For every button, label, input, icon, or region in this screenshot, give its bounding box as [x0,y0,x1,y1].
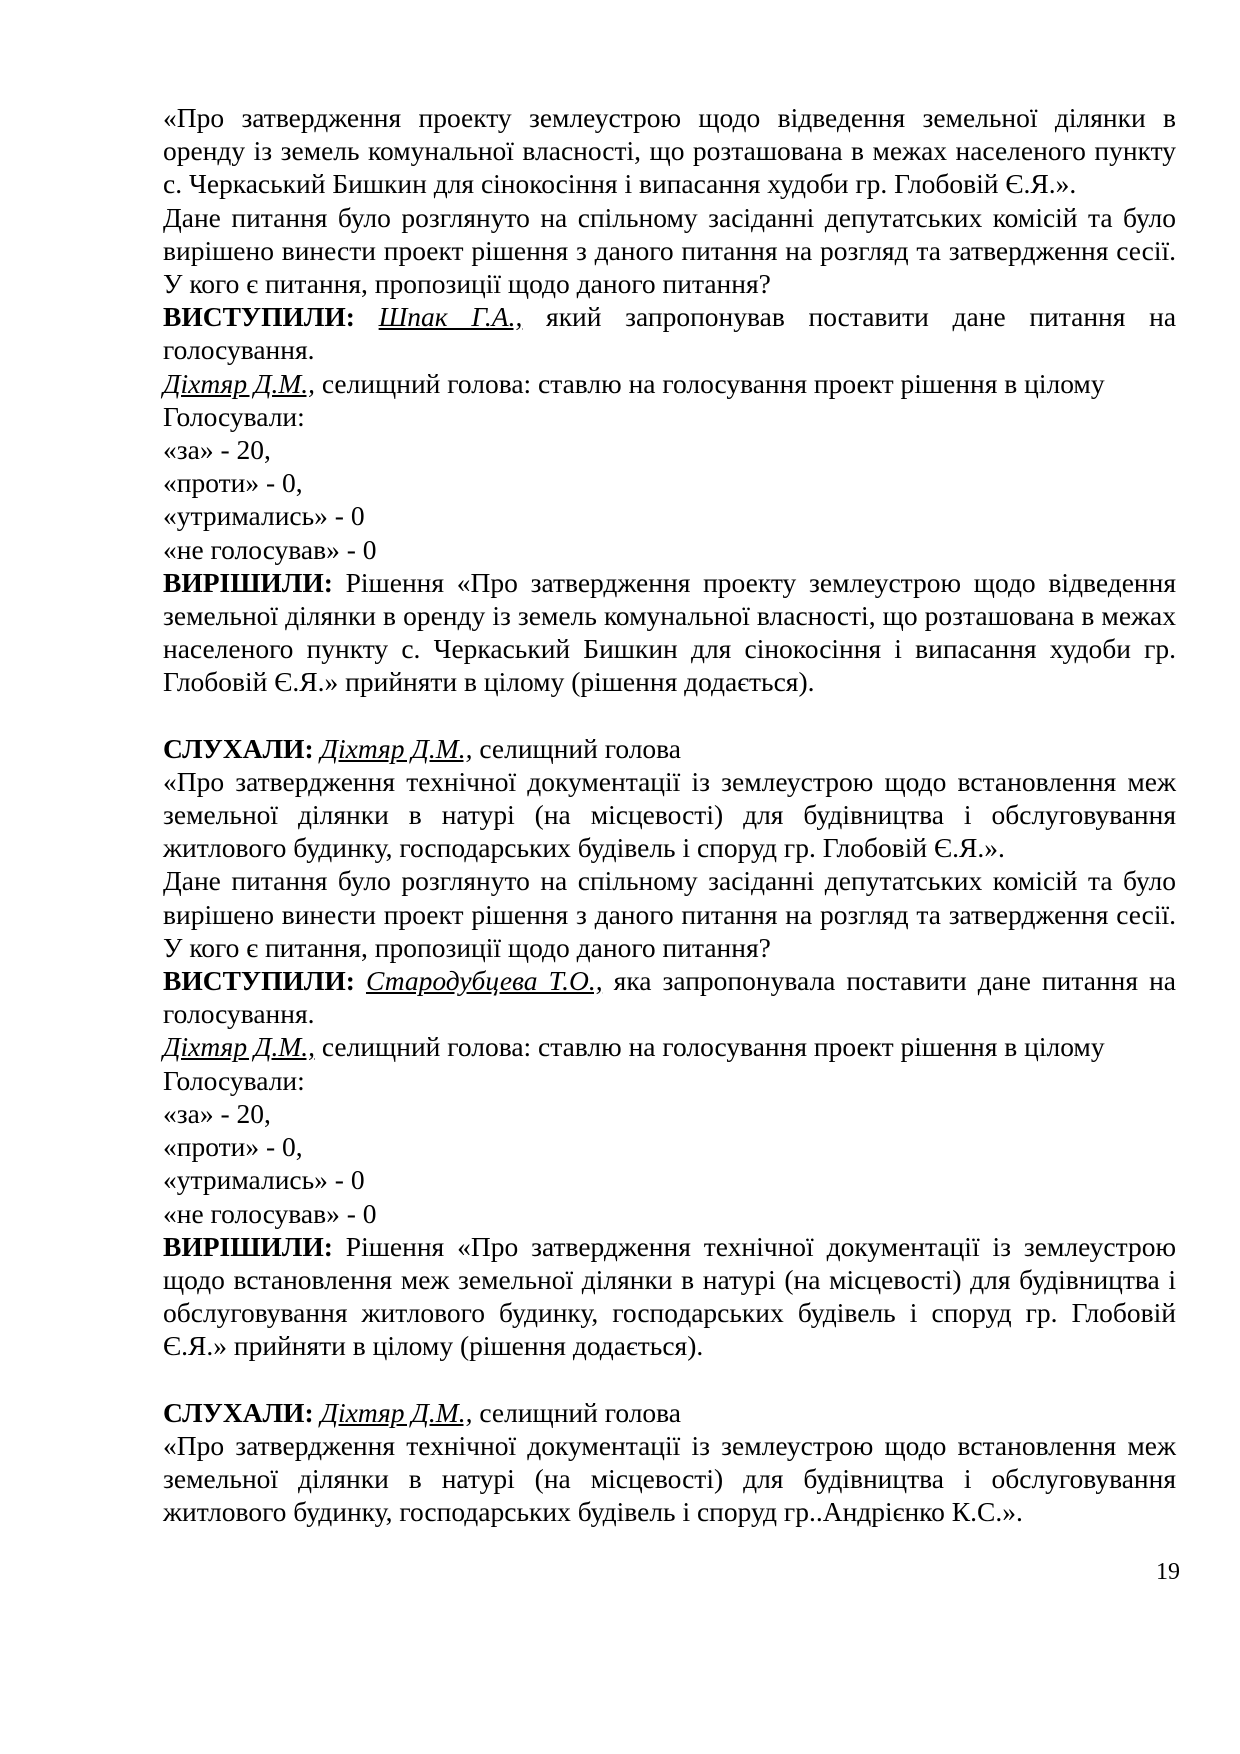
decision-paragraph [163,566,1176,699]
votes-title: Голосували: [163,400,305,432]
vote-not-voted: «не голосував» - 0 [163,533,377,565]
chair-text: селищний голова: ставлю на голосування проект рішення в цілому [321,367,1105,399]
chair-text: селищний голова: ставлю на голосування проект рішення в цілому [321,1031,1105,1063]
agenda-item-2 [163,732,1176,1363]
agenda-item-title: «Про затвердження технічної документації із землеустрою щодо встановлення меж земельної ділянки в натурі (на місцевості) для будівництва і обслуговування житлового будинку, господарських будівель і споруд гр..Андрієнко К.С.». [163,1429,1176,1528]
speakers-paragraph [163,300,1176,366]
heard-label: СЛУХАЛИ: [163,1396,314,1428]
decision-text: Рішення «Про затвердження технічної документації із землеустрою щодо встановлення меж земельної ділянки в натурі (на місцевості) для будівництва і обслуговування житлового будинку, господарських будівель і споруд гр. Глобовій Є.Я.» прийняти в цілому (рішення додається). [163,1230,1176,1362]
votes-title: Голосували: [163,1064,305,1096]
heard-label: СЛУХАЛИ: [163,732,314,764]
vote-against: «проти» - 0, [163,467,303,499]
vote-not-voted: «не голосував» - 0 [163,1197,377,1229]
speaker-name: Стародубцева Т.О., [365,965,603,997]
heard-person: Діхтяр Д.М., [320,732,473,764]
agenda-item-title: «Про затвердження технічної документації із землеустрою щодо встановлення меж земельної ділянки в натурі (на місцевості) для будівництва і обслуговування житлового будинку, господарських будівель і споруд гр. Глобовій Є.Я.». [163,765,1176,864]
heard-person: Діхтяр Д.М., [320,1396,473,1428]
decision-paragraph [163,1230,1176,1363]
decision-text: Рішення «Про затвердження проекту землеустрою щодо відведення земельної ділянки в оренду із земель комунальної власності, що розташована в межах населеного пункту с. Черкаський Бишкин для сінокосіння і випасання худоби гр. Глобовій Є.Я.» прийняти в цілому (рішення додається). [163,566,1176,698]
section-gap [163,1363,1176,1396]
spoke-label: ВИСТУПИЛИ: [163,301,355,333]
chair-name: Діхтяр Д.М., [163,1031,315,1063]
speaker-text: який запропонував поставити дане питання на голосування. [163,301,1177,366]
agenda-item-1 [163,101,1176,699]
heard-paragraph [163,732,1176,765]
discussion-paragraph: Дане питання було розглянуто на спільному засіданні депутатських комісій та було вирішено винести проект рішення з даного питання на розгляд та затвердження сесії. У кого є питання, пропозиції щодо даного питання? [163,201,1176,300]
speaker-text: яка запропонувала поставити дане питання на голосування. [163,965,1177,1030]
heard-paragraph [163,1396,1176,1429]
agenda-item-3 [163,1396,1176,1529]
chair-paragraph [163,1030,1176,1063]
agenda-item-title: «Про затвердження проекту землеустрою щодо відведення земельної ділянки в оренду із земель комунальної власності, що розташована в межах населеного пункту с. Черкаський Бишкин для сінокосіння і випасання худоби гр. Глобовій Є.Я.». [163,102,1176,200]
document-body [163,101,1176,1528]
vote-against: «проти» - 0, [163,1131,303,1163]
chair-name: Діхтяр Д.М., [163,367,315,399]
vote-abstained: «утримались» - 0 [163,1164,365,1196]
decided-label: ВИРІШИЛИ: [163,1230,333,1262]
chair-paragraph [163,367,1176,400]
page-number: 19 [1156,1559,1180,1585]
heard-role: селищний голова [479,732,682,764]
spoke-label: ВИСТУПИЛИ: [163,965,355,997]
section-gap [163,699,1176,732]
vote-for: «за» - 20, [163,1097,271,1129]
speaker-name: Шпак Г.А., [378,301,523,333]
vote-for: «за» - 20, [163,434,271,466]
heard-role: селищний голова [479,1396,682,1428]
decided-label: ВИРІШИЛИ: [163,566,333,598]
discussion-paragraph: Дане питання було розглянуто на спільному засіданні депутатських комісій та було вирішено винести проект рішення з даного питання на розгляд та затвердження сесії. У кого є питання, пропозиції щодо даного питання? [163,865,1176,963]
speakers-paragraph [163,964,1176,1030]
vote-abstained: «утримались» - 0 [163,500,365,532]
